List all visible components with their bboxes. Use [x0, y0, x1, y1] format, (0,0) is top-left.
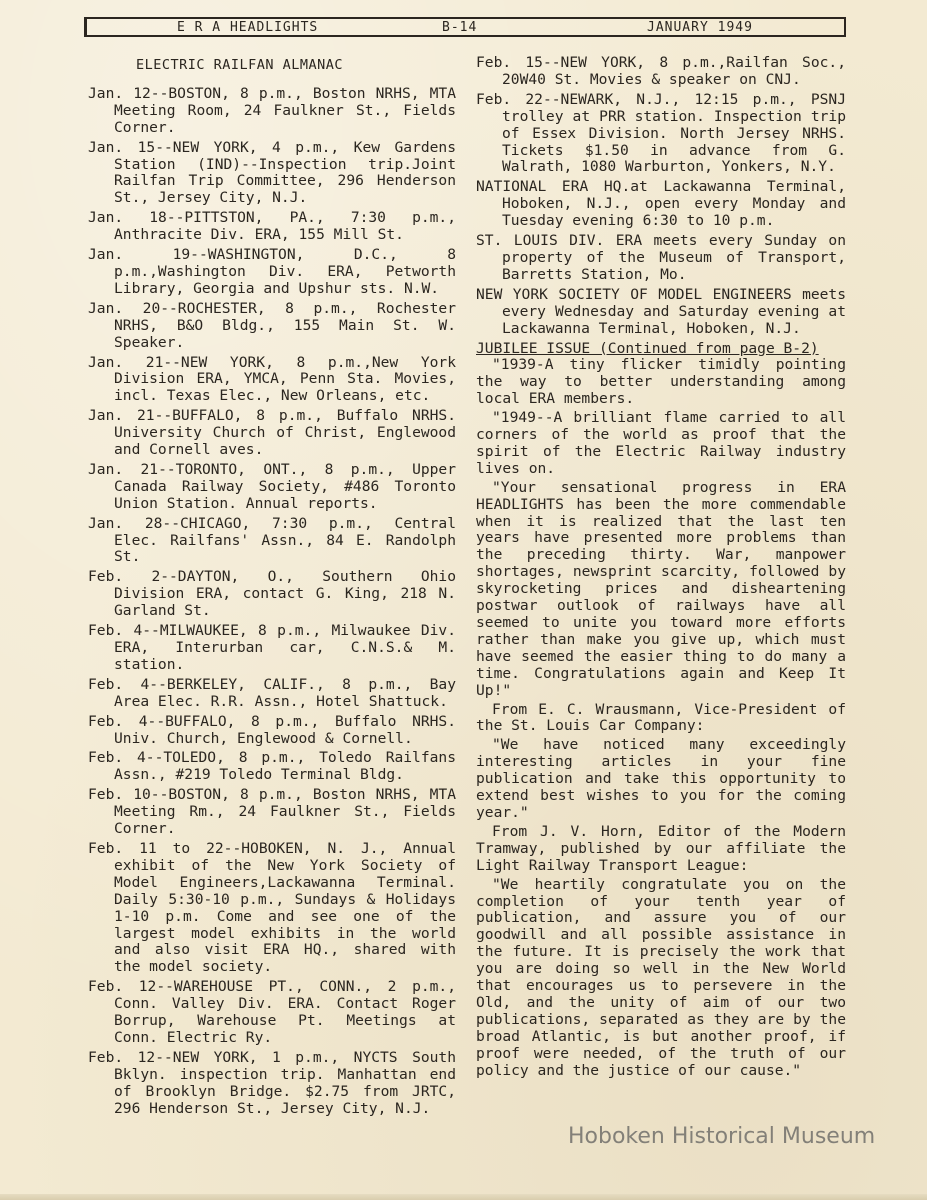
almanac-entry: Feb. 12--NEW YORK, 1 p.m., NYCTS South Bklyn. inspection trip. Manhattan end of Brooklyn Bridge. $2.75 from JRTC, 296 Henderson St., Jersey City, N.J. — [88, 1048, 456, 1117]
notice-entry: ST. LOUIS DIV. ERA meets every Sunday on property of the Museum of Transport, Barretts Station, Mo. — [476, 232, 846, 283]
issue-date: JANUARY 1949 — [647, 20, 753, 35]
museum-watermark: Hoboken Historical Museum — [568, 1124, 876, 1149]
article-paragraph: "1949--A brilliant flame carried to all corners of the world as proof that the spirit of the Electric Railway industry lives on. — [476, 409, 846, 477]
almanac-entry: Feb. 4--BUFFALO, 8 p.m., Buffalo NRHS. Univ. Church, Englewood & Cornell. — [88, 712, 456, 747]
notice-entry: NEW YORK SOCIETY OF MODEL ENGINEERS meets every Wednesday and Saturday evening at Lackawanna Terminal, Hoboken, N.J. — [476, 285, 846, 337]
almanac-title: ELECTRIC RAILFAN ALMANAC — [136, 57, 344, 73]
almanac-entry: Feb. 4--TOLEDO, 8 p.m., Toledo Railfans Assn., #219 Toledo Terminal Bldg. — [88, 749, 456, 784]
almanac-entry: Feb. 10--BOSTON, 8 p.m., Boston NRHS, MTA Meeting Rm., 24 Faulkner St., Fields Corner. — [88, 786, 456, 838]
publication-title: E R A HEADLIGHTS — [177, 20, 319, 35]
almanac-entry: Jan. 21--TORONTO, ONT., 8 p.m., Upper Canada Railway Society, #486 Toronto Union Station. Annual reports. — [88, 460, 456, 512]
page-bottom-edge — [0, 1194, 927, 1200]
almanac-entry: Jan. 20--ROCHESTER, 8 p.m., Rochester NRHS, B&O Bldg., 155 Main St. W. Speaker. — [88, 299, 456, 351]
almanac-entry: Feb. 22--NEWARK, N.J., 12:15 p.m., PSNJ trolley at PRR station. Inspection trip of Essex Division. North Jersey NRHS. Tickets $1.50 in advance from G. Walrath, 1080 Warburton, Yonkers, N.Y. — [476, 90, 846, 176]
right-column — [476, 55, 846, 1081]
almanac-entry: Feb. 15--NEW YORK, 8 p.m.,Railfan Soc., 20W40 St. Movies & speaker on CNJ. — [476, 54, 846, 88]
almanac-entry: Jan. 15--NEW YORK, 4 p.m., Kew Gardens Station (IND)--Inspection trip.Joint Railfan Trip Committee, 296 Henderson St., Jersey City, N.J. — [88, 138, 456, 207]
jubilee-heading: JUBILEE ISSUE (Continued from page B-2) — [476, 339, 819, 357]
article-paragraph: "Your sensational progress in ERA HEADLIGHTS has been the more commendable when it is realized that the last ten years have presented more problems than the preceding thirty. War, manpower shortages, newsprint scarcity, followed by skyrocketing prices and disheartening postwar outlook of railways have all seemed to unite you toward more efforts rather than make you give up, which must have seemed the easier thing to do many a time. Congratulations again and Keep It Up!" — [476, 478, 846, 699]
article-paragraph: "1939-A tiny flicker timidly pointing the way to better understanding among local ERA members. — [476, 356, 846, 408]
almanac-entry: Feb. 12--WAREHOUSE PT., CONN., 2 p.m., Conn. Valley Div. ERA. Contact Roger Borrup, Warehouse Pt. Meetings at Conn. Electric Ry. — [88, 978, 456, 1046]
almanac-entry: Feb. 4--BERKELEY, CALIF., 8 p.m., Bay Area Elec. R.R. Assn., Hotel Shattuck. — [88, 675, 456, 710]
almanac-entry: Jan. 12--BOSTON, 8 p.m., Boston NRHS, MTA Meeting Room, 24 Faulkner St., Fields Corner. — [88, 84, 456, 136]
almanac-entry: Jan. 21--BUFFALO, 8 p.m., Buffalo NRHS. University Church of Christ, Englewood and Cornell aves. — [88, 407, 456, 459]
article-paragraph: "We have noticed many exceedingly interesting articles in your fine publication and take this opportunity to extend best wishes to you for the coming year." — [476, 736, 846, 821]
article-paragraph: From E. C. Wrausmann, Vice-President of the St. Louis Car Company: — [476, 700, 846, 735]
notice-entry: NATIONAL ERA HQ.at Lackawanna Terminal, Hoboken, N.J., open every Monday and Tuesday evening 6:30 to 10 p.m. — [476, 178, 846, 230]
left-column — [88, 57, 456, 1120]
almanac-entry: Jan. 18--PITTSTON, PA., 7:30 p.m., Anthracite Div. ERA, 155 Mill St. — [88, 209, 456, 244]
almanac-entry: Feb. 4--MILWAUKEE, 8 p.m., Milwaukee Div. ERA, Interurban car, C.N.S.& M. station. — [88, 622, 456, 673]
almanac-entry: Feb. 11 to 22--HOBOKEN, N. J., Annual exhibit of the New York Society of Model Engineers,Lackawanna Terminal. Daily 5:30-10 p.m., Sundays & Holidays 1-10 p.m. Come and see one of the largest model exhibits in the world and also visit ERA HQ., shared with the model society. — [88, 839, 456, 976]
article-paragraph: "We heartily congratulate you on the completion of your tenth year of publication, and assure you of our goodwill and all possible assistance in the future. It is precisely the work that you are doing so well in the New World that encourages us to persevere in the Old, and the unity of aim of our two publications, separated as they are by the broad Atlantic, is but another proof, if proof were needed, of the truth of our policy and the justice of our cause." — [476, 875, 846, 1079]
almanac-entry: Jan. 28--CHICAGO, 7:30 p.m., Central Elec. Railfans' Assn., 84 E. Randolph St. — [88, 514, 456, 566]
almanac-entry: Jan. 19--WASHINGTON, D.C., 8 p.m.,Washington Div. ERA, Petworth Library, Georgia and Upshur sts. N.W. — [88, 246, 456, 297]
page-number: B-14 — [442, 20, 478, 35]
page-header — [84, 17, 846, 37]
almanac-entry: Jan. 21--NEW YORK, 8 p.m.,New York Division ERA, YMCA, Penn Sta. Movies, incl. Texas Elec., New Orleans, etc. — [88, 353, 456, 405]
article-paragraph: From J. V. Horn, Editor of the Modern Tramway, published by our affiliate the Light Railway Transport League: — [476, 822, 846, 874]
almanac-entry: Feb. 2--DAYTON, O., Southern Ohio Division ERA, contact G. King, 218 N. Garland St. — [88, 568, 456, 620]
